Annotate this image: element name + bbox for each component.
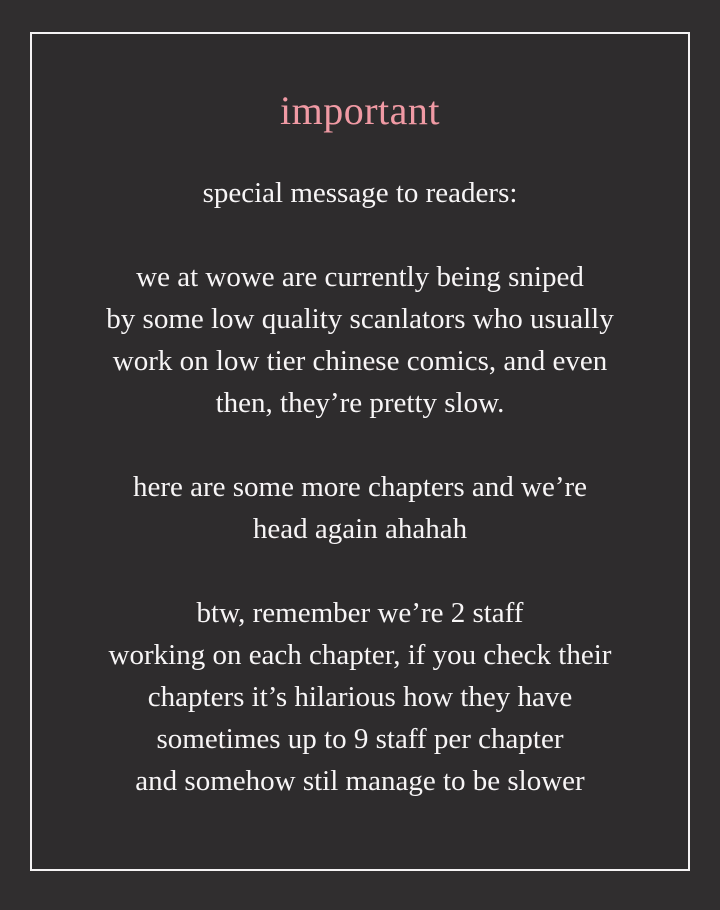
message-line: working on each chapter, if you check their <box>108 639 612 671</box>
message-line: then, they’re pretty slow. <box>215 387 505 419</box>
border-frame <box>30 32 690 871</box>
message-paragraph <box>32 592 688 802</box>
message-paragraph <box>32 256 688 424</box>
message-line: head again ahahah <box>252 513 468 545</box>
message-line: special message to readers: <box>202 177 518 209</box>
message-paragraph <box>32 466 688 550</box>
message-line: here are some more chapters and we’re <box>132 471 588 503</box>
message-line: sometimes up to 9 staff per chapter <box>156 723 564 755</box>
message-line: and somehow stil manage to be slower <box>135 765 585 797</box>
page-title: important <box>279 88 441 133</box>
message-paragraph <box>32 172 688 214</box>
message-body <box>32 172 688 802</box>
message-line: btw, remember we’re 2 staff <box>196 597 524 629</box>
message-line: by some low quality scanlators who usually <box>106 303 614 335</box>
message-line: work on low tier chinese comics, and even <box>112 345 608 377</box>
message-line: chapters it’s hilarious how they have <box>147 681 573 713</box>
message-line: we at wowe are currently being sniped <box>136 261 584 293</box>
